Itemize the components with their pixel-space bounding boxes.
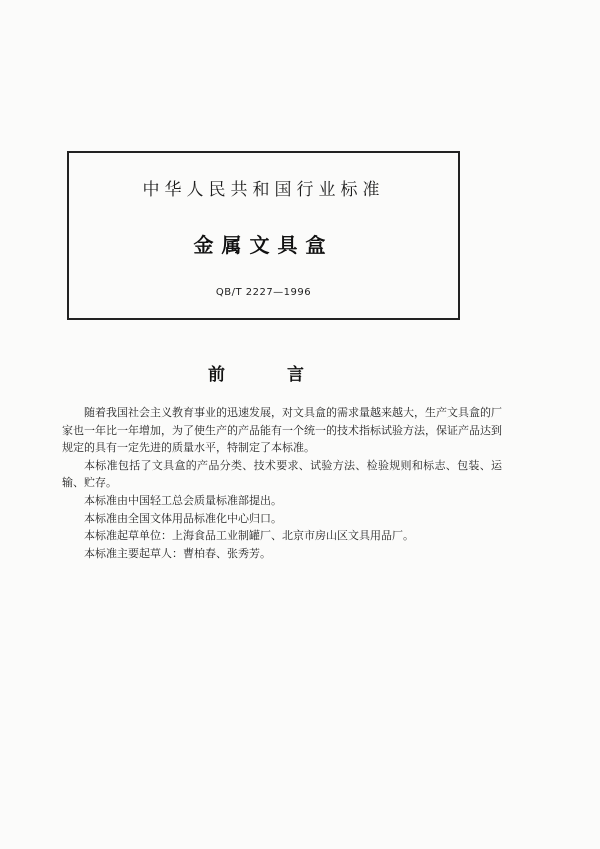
preface-paragraph: 本标准主要起草人：曹柏春、张秀芳。 <box>84 546 271 560</box>
preface-paragraph: 随着我国社会主义教育事业的迅速发展，对文具盒的需求量越来越大，生产文具盒的厂家也一年比一年增加，为了使生产的产品能有一个统一的技术指标试验方法，保证产品达到规定的具有一定先进的质量水平，特制定了本标准。 <box>62 406 502 455</box>
standard-header-box <box>67 151 460 320</box>
standard-category-title: 中华人民共和国行业标准 <box>142 180 385 200</box>
preface-paragraph: 本标准起草单位：上海食品工业制罐厂、北京市房山区文具用品厂。 <box>84 529 414 543</box>
standard-number: QB/T 2227—1996 <box>215 287 312 298</box>
preface-paragraph: 本标准由中国轻工总会质量标准部提出。 <box>84 493 282 507</box>
preface-body <box>62 404 502 562</box>
preface-paragraph: 本标准包括了文具盒的产品分类、技术要求、试验方法、检验规则和标志、包装、运输、贮存。 <box>62 458 502 490</box>
preface-paragraph: 本标准由全国文体用品标准化中心归口。 <box>84 511 282 525</box>
document-title: 金属文具盒 <box>193 233 334 257</box>
preface-heading: 前 言 <box>208 365 332 385</box>
